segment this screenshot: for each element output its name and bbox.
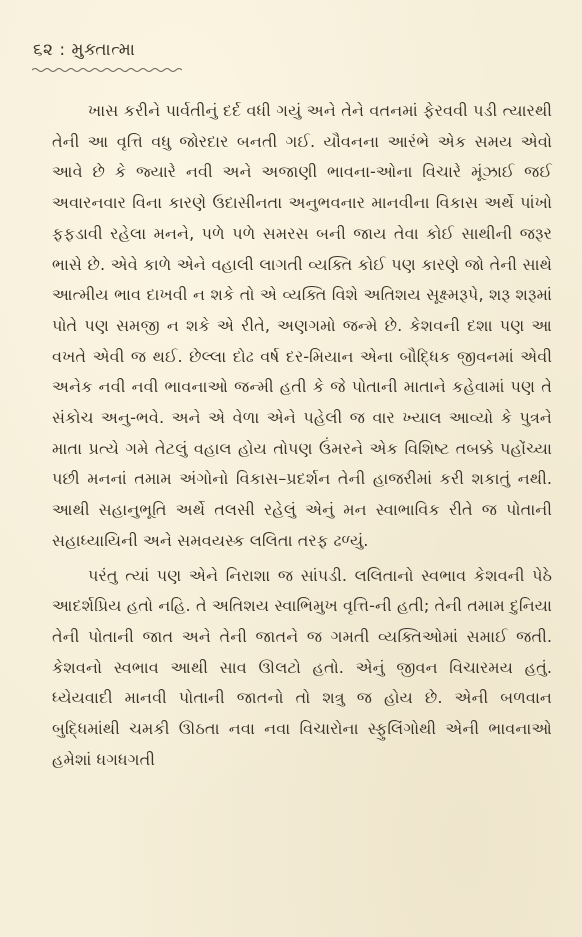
header-wavy-rule <box>32 66 182 74</box>
running-header <box>33 40 135 60</box>
paragraph-1: ખાસ કરીને પાર્વતીનું દર્દ વધી ગયું અને તેને વતનમાં ફેરવવી પડી ત્યારથી તેની આ વૃત્તિ વધુ જોરદાર બનતી ગઈ. યૌવનના આરંભે એક સમય એવો આવે છે કે જ્યારે નવી અને અજાણી ભાવના-ઓના વિચારે મૂંઝાઈ જઈ અવારનવાર વિના કારણે ઉદાસીનતા અનુભવનાર માનવીના વિકાસ અર્થે પાંખો ફફડાવી રહેલા મનને, પળે પળે સમરસ બની જાય તેવા કોઈ સાથીની જરૂર ભાસે છે. એવે કાળે એને વહાલી લાગતી વ્યક્તિ કોઈ પણ કારણે જો તેની સાથે આત્મીય ભાવ દાખવી ન શકે તો એ વ્યક્તિ વિશે અતિશય સૂક્ષ્મરૂપે, શરૂ શરૂમાં પોતે પણ સમજી ન શકે એ રીતે, અણગમો જન્મે છે. કેશવની દશા પણ આ વખતે એવી જ થઈ. છેલ્લા દોઢ વર્ષ દર-મિયાન એના બૌદ્ધિક જીવનમાં એવી અનેક નવી નવી ભાવનાઓ જન્મી હતી કે જે પોતાની માતાને કહેવામાં પણ તે સંકોચ અનુ-ભવે. અને એ વેળા એને પહેલી જ વાર ખ્યાલ આવ્યો કે પુત્રને માતા પ્રત્યે ગમે તેટલું વહાલ હોય તોપણ ઉંમરને એક વિશિષ્ટ તબક્કે પહોંચ્યા પછી મનનાં તમામ અંગોનો વિકાસ–પ્રદર્શન તેની હાજરીમાં કરી શકાતું નથી. આથી સહાનુભૂતિ અર્થે તલસી રહેલું એનું મન સ્વાભાવિક રીતે જ પોતાની સહાધ્યાયિની અને સમવયસ્ક લલિતા તરફ ઢળ્યું. <box>52 101 552 550</box>
header-separator: : <box>59 40 66 60</box>
paragraph-2: પરંતુ ત્યાં પણ એને નિરાશા જ સાંપડી. લલિતાનો સ્વભાવ કેશવની પેઠે આદર્શપ્રિય હતો નહિ. તે અતિશય સ્વાભિમુખ વૃત્તિ-ની હતી; તેની તમામ દુનિયા તેની પોતાની જાત અને તેની જાતને જ ગમતી વ્યક્તિઓમાં સમાઈ જતી. કેશવનો સ્વભાવ આથી સાવ ઊલટો હતો. એનું જીવન વિચારમય હતું. ધ્યેયવાદી માનવી પોતાની જાતનો તો શત્રુ જ હોય છે. એની બળવાન બુદ્ધિમાંથી ચમકી ઊઠતા નવા નવા વિચારોના સ્ફુલિંગોથી એની ભાવનાઓ હમેશાં ધગધગતી <box>52 565 552 769</box>
book-title: મુક્તાત્મા <box>71 40 136 60</box>
page-body <box>52 96 552 775</box>
page-number: ૬૨ <box>33 40 54 60</box>
